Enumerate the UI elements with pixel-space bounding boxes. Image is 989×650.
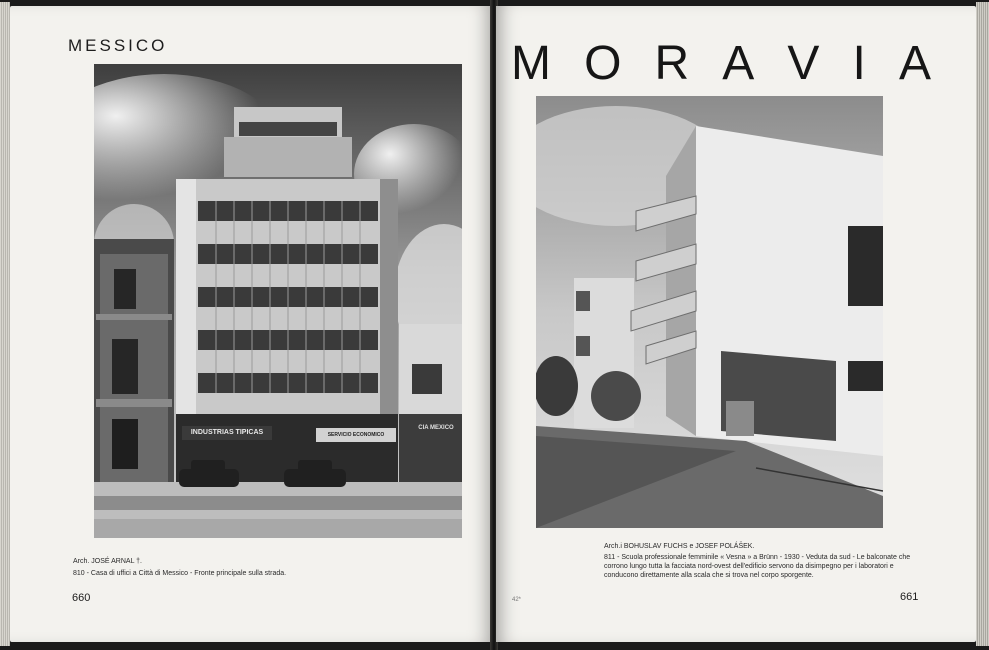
- section-title-moravia: [511, 36, 931, 91]
- shop-sign-mid: [316, 428, 396, 442]
- right-photo-architects: Arch.i BOHUSLAV FUCHS e JOSEF POLÁŠEK.: [604, 543, 755, 550]
- section-title-letter: I: [852, 37, 866, 90]
- page-edge-left: [0, 2, 10, 646]
- office-building-illustration: [94, 64, 462, 538]
- left-photo-caption: 810 - Casa di uffici a Città di Messico - Fronte principale sulla strada.: [73, 570, 287, 577]
- section-title-letter: A: [898, 37, 931, 90]
- section-title-messico: MESSICO: [68, 36, 168, 55]
- right-photo-caption: 811 - Scuola professionale femminile « Vesna » a Brünn - 1930 - Veduta da sud - Le balconate che corrono lungo tutta la facciata nord-ovest dell'edificio servono da disimpegno per i laboratori e conducono direttamente alla scala che si trova nel corpo sporgente.: [604, 554, 911, 579]
- shop-sign-left: [182, 426, 272, 440]
- photo-office-building-mexico: [94, 64, 462, 538]
- left-page: [10, 6, 492, 642]
- section-title-letter: R: [654, 37, 690, 90]
- page-edge-right: [976, 2, 989, 646]
- school-building-illustration: [536, 96, 883, 528]
- section-title-letter: A: [722, 37, 755, 90]
- right-page: [496, 6, 976, 642]
- left-page-number: 660: [72, 592, 91, 604]
- section-title-letter: O: [584, 37, 622, 90]
- right-page-number: 661: [900, 591, 919, 603]
- left-photo-architect: Arch. JOSÉ ARNAL †.: [73, 558, 142, 565]
- shop-sign-mid-text: SERVICIO ECONOMICO: [327, 432, 385, 438]
- shop-sign-right: [412, 422, 460, 434]
- shop-sign-left-text: INDUSTRIAS TIPICAS: [190, 429, 264, 436]
- shop-sign-right-text: CIA MEXICO: [418, 425, 454, 431]
- section-title-letter: V: [787, 37, 820, 90]
- signature-mark: 42*: [512, 597, 522, 603]
- photo-vesna-school-brno: [536, 96, 883, 528]
- section-title-letter: M: [511, 37, 551, 90]
